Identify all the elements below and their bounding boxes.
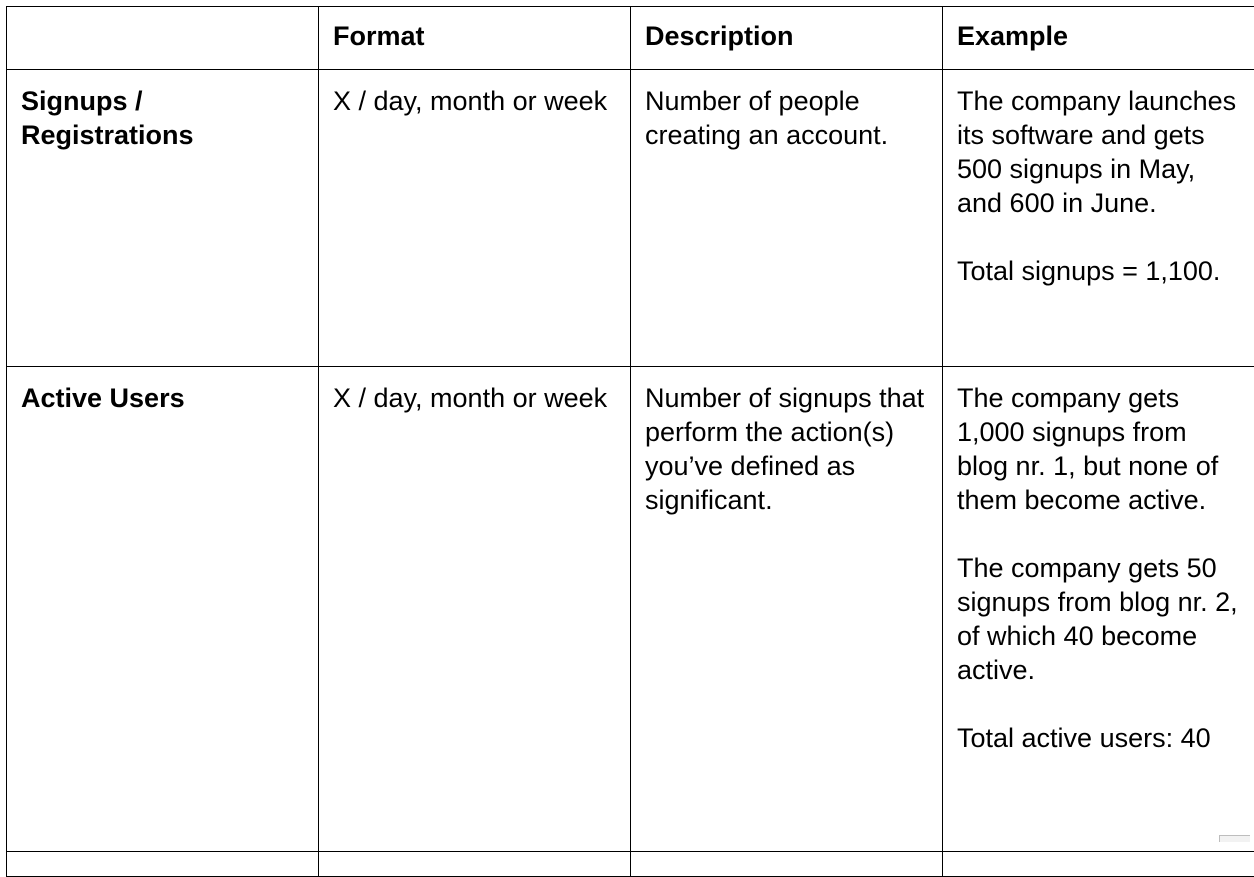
resize-corner-handle [1219,835,1250,842]
partial-cell [943,852,1254,877]
metric-name-cell: Signups / Registrations [7,70,319,367]
format-cell: X / day, month or week [319,70,631,367]
example-paragraph: The company gets 1,000 signups from blog nr. 1, but none of them become active. [957,381,1244,517]
table-row [7,367,1254,852]
header-cell-description: Description [631,7,943,70]
description-cell: Number of people creating an account. [631,70,943,367]
header-row [7,7,1254,70]
example-cell [943,70,1254,367]
partial-cell [7,852,319,877]
header-cell-empty [7,7,319,70]
metric-name-cell: Active Users [7,367,319,852]
partial-cell [319,852,631,877]
format-cell: X / day, month or week [319,367,631,852]
example-paragraph: Total active users: 40 [957,721,1244,755]
table-row [7,70,1254,367]
example-paragraph: The company gets 50 signups from blog nr. 2, of which 40 become active. [957,551,1244,687]
partial-cell [631,852,943,877]
metrics-table [6,6,1254,877]
table-row-partial [7,852,1254,877]
example-paragraph: Total signups = 1,100. [957,254,1244,288]
example-paragraph: The company launches its software and gets 500 signups in May, and 600 in June. [957,84,1244,220]
example-cell [943,367,1254,852]
header-cell-example: Example [943,7,1254,70]
description-cell: Number of signups that perform the action(s) you’ve defined as significant. [631,367,943,852]
header-cell-format: Format [319,7,631,70]
